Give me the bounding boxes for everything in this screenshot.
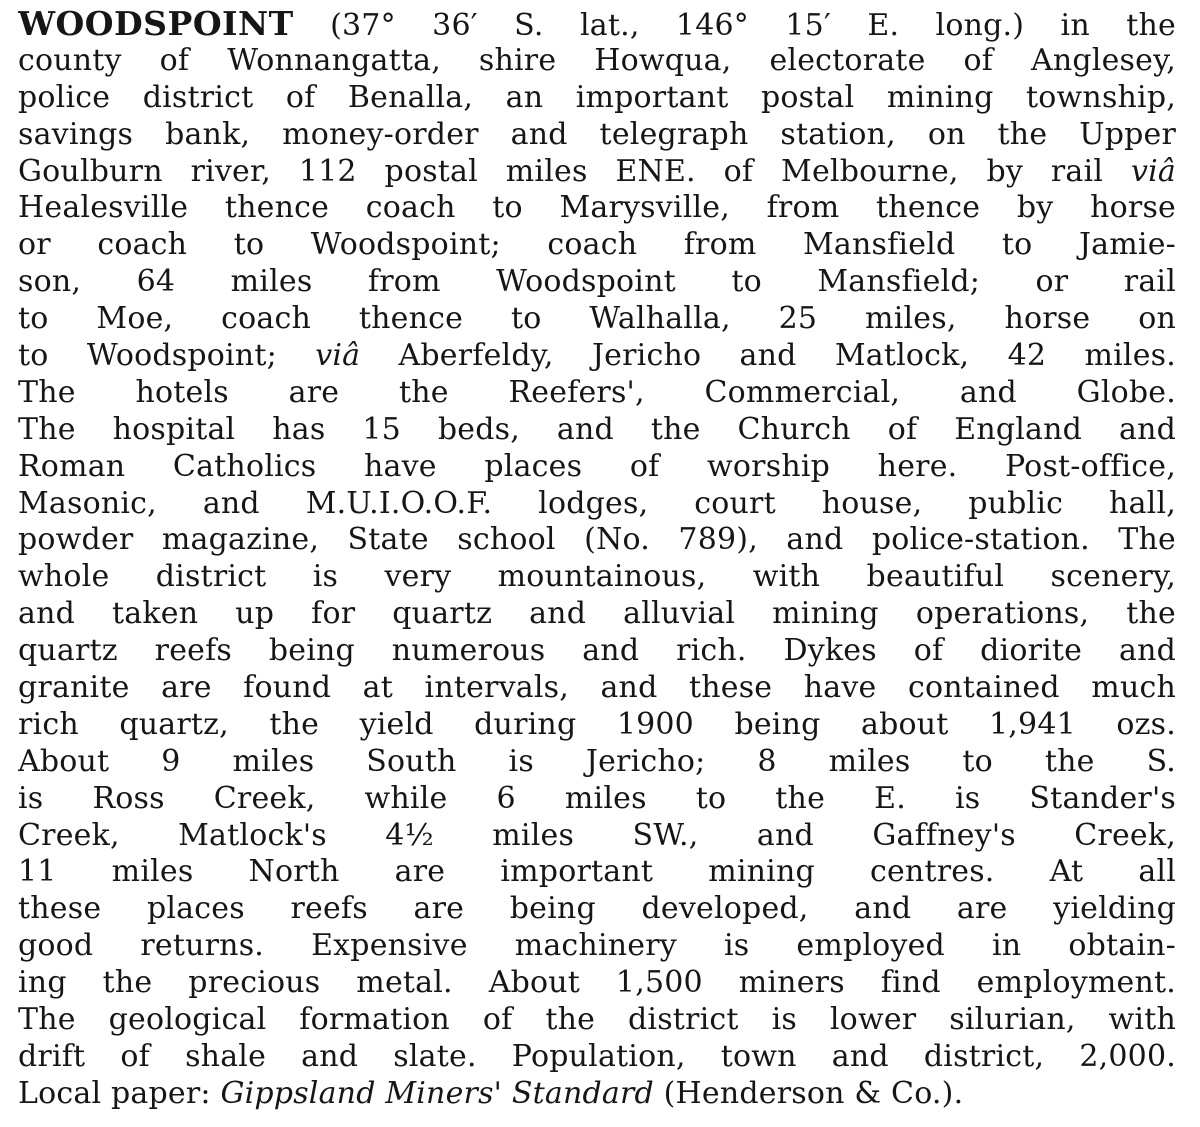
- line-text: son, 64 miles from Woodspoint to Mansfield; or rail: [18, 264, 1176, 300]
- text-line: [18, 301, 1176, 338]
- text-line: [18, 1002, 1176, 1039]
- line-text: The hospital has 15 beds, and the Church of England and: [18, 411, 1176, 447]
- line-text: 11 miles North are important mining centres. At all: [18, 854, 1176, 890]
- line-text: Healesville thence coach to Marysville, from thence by horse: [18, 190, 1176, 226]
- line-text: county of Wonnangatta, shire Howqua, electorate of Anglesey,: [18, 42, 1176, 78]
- line-text: quartz reefs being numerous and rich. Dykes of diorite and: [18, 633, 1176, 669]
- text-line: [18, 854, 1176, 891]
- text-line: [18, 412, 1176, 449]
- text-line: [18, 117, 1176, 154]
- line-text: savings bank, money-order and telegraph station, on the Upper: [18, 116, 1176, 152]
- line-text: Masonic, and M.U.I.O.O.F. lodges, court house, public hall,: [18, 485, 1176, 521]
- line-text: Roman Catholics have places of worship here. Post-office,: [18, 448, 1176, 484]
- text-line: [18, 375, 1176, 412]
- line-text: these places reefs are being developed, and are yielding: [18, 891, 1176, 927]
- text-line: [18, 596, 1176, 633]
- text-line: [18, 1076, 1176, 1113]
- text-line: [18, 744, 1176, 781]
- line-text: ing the precious metal. About 1,500 miners find employment.: [18, 965, 1176, 1001]
- text-line: [18, 6, 1176, 43]
- text-line: [18, 965, 1176, 1002]
- line-text: police district of Benalla, an important postal mining township,: [18, 79, 1176, 115]
- entry-text: [18, 6, 1176, 1113]
- italic-text: viâ: [1130, 153, 1176, 189]
- line-text: The hotels are the Reefers', Commercial, and Globe.: [18, 374, 1176, 410]
- text-line: [18, 190, 1176, 227]
- text-line: [18, 633, 1176, 670]
- line-text: powder magazine, State school (No. 789), and police-station. The: [18, 522, 1176, 558]
- text-line: [18, 891, 1176, 928]
- text-line: [18, 80, 1176, 117]
- line-text: About 9 miles South is Jericho; 8 miles to the S.: [18, 743, 1176, 779]
- line-text: The geological formation of the district is lower silurian, with: [18, 1002, 1176, 1038]
- text-line: [18, 338, 1176, 375]
- line-text: to Woodspoint;: [18, 338, 316, 374]
- text-line: [18, 522, 1176, 559]
- line-text: rich quartz, the yield during 1900 being about 1,941 ozs.: [18, 706, 1176, 742]
- line-text: drift of shale and slate. Population, town and district, 2,000.: [18, 1038, 1176, 1074]
- text-line: [18, 227, 1176, 264]
- line-text: is Ross Creek, while 6 miles to the E. is Stander's: [18, 780, 1176, 816]
- text-line: [18, 264, 1176, 301]
- line-text: to Moe, coach thence to Walhalla, 25 miles, horse on: [18, 301, 1176, 337]
- text-line: [18, 818, 1176, 855]
- text-line: [18, 559, 1176, 596]
- line-text: Creek, Matlock's 4½ miles SW., and Gaffney's Creek,: [18, 817, 1176, 853]
- line-text: Aberfeldy, Jericho and Matlock, 42 miles.: [360, 338, 1176, 374]
- text-line: [18, 928, 1176, 965]
- text-line: [18, 154, 1176, 191]
- italic-text: Gippsland Miners' Standard: [220, 1075, 654, 1111]
- text-line: [18, 707, 1176, 744]
- line-text: granite are found at intervals, and these have contained much: [18, 670, 1176, 706]
- line-text: (37° 36′ S. lat., 146° 15′ E. long.) in the: [293, 8, 1176, 43]
- text-line: [18, 1039, 1176, 1076]
- line-text: Goulburn river, 112 postal miles ENE. of Melbourne, by rail: [18, 153, 1131, 189]
- headword: WOODSPOINT: [18, 6, 294, 43]
- line-text: whole district is very mountainous, with beautiful scenery,: [18, 559, 1176, 595]
- text-line: [18, 449, 1176, 486]
- text-line: [18, 486, 1176, 523]
- line-text: or coach to Woodspoint; coach from Mansfield to Jamie-: [18, 227, 1176, 263]
- line-text: (Henderson & Co.).: [653, 1075, 964, 1111]
- line-text: good returns. Expensive machinery is employed in obtain-: [18, 928, 1176, 964]
- italic-text: viâ: [315, 338, 361, 374]
- text-line: [18, 43, 1176, 80]
- line-text: Local paper:: [18, 1075, 221, 1111]
- text-line: [18, 781, 1176, 818]
- text-line: [18, 670, 1176, 707]
- gazetteer-entry: [18, 6, 1176, 1113]
- line-text: and taken up for quartz and alluvial mining operations, the: [18, 596, 1176, 632]
